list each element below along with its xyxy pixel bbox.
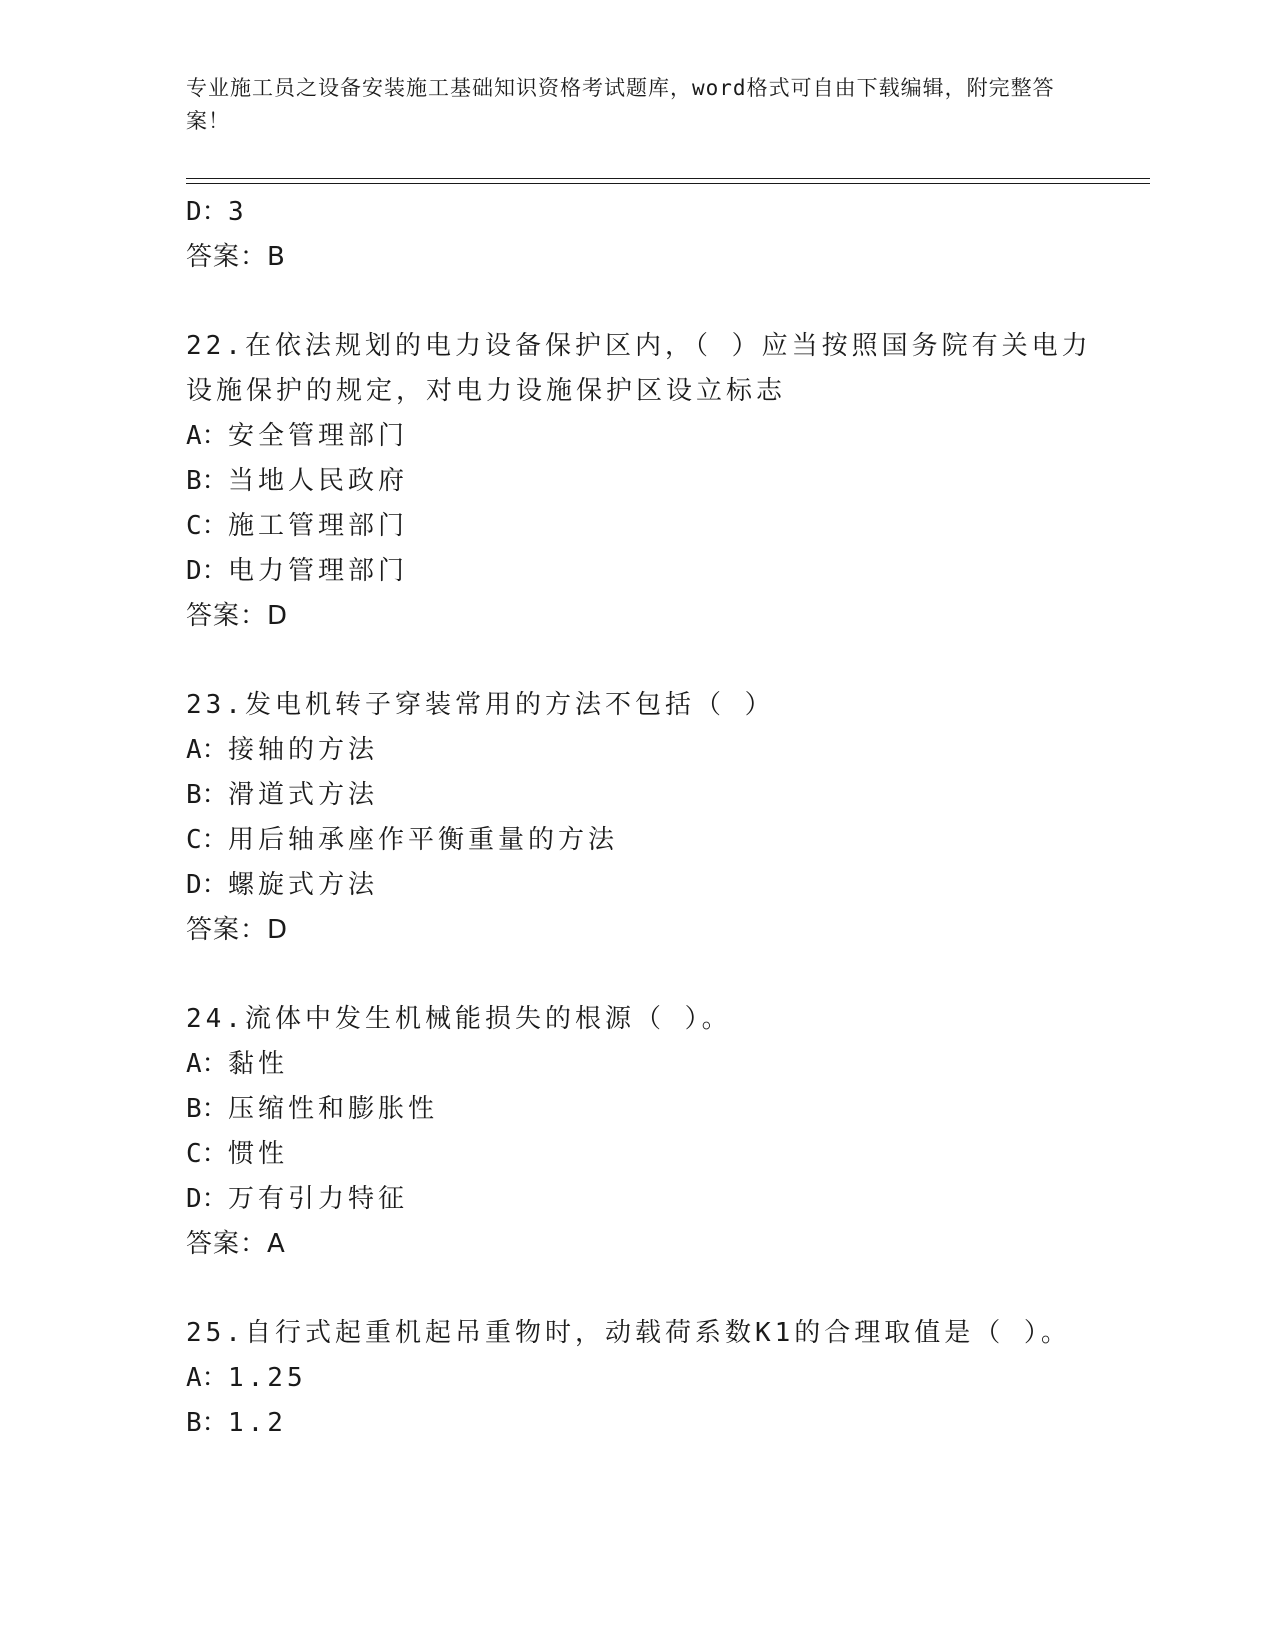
option-line bbox=[186, 863, 1146, 908]
option-line bbox=[186, 728, 1146, 773]
option-text: 万有引力特征 bbox=[228, 1184, 409, 1214]
question-block bbox=[186, 683, 1146, 953]
header-rule-bottom bbox=[186, 183, 1150, 184]
option-line bbox=[186, 549, 1146, 594]
option-text: 用后轴承座作平衡重量的方法 bbox=[228, 825, 619, 855]
option-line bbox=[186, 1132, 1146, 1177]
option-key: D： bbox=[186, 870, 228, 900]
answer-line: 答案：B bbox=[186, 242, 286, 272]
option-text: 电力管理部门 bbox=[228, 556, 409, 586]
option-key: C： bbox=[186, 825, 228, 855]
option-text: 黏性 bbox=[228, 1049, 289, 1079]
option-key: D： bbox=[186, 197, 228, 227]
question-list bbox=[186, 190, 1146, 1446]
question-block bbox=[186, 997, 1146, 1267]
question-stem-continued: 设施保护的规定，对电力设施保护区设立标志 bbox=[186, 376, 787, 406]
option-line bbox=[186, 818, 1146, 863]
option-key: B： bbox=[186, 1094, 228, 1124]
option-text: 3 bbox=[228, 197, 248, 227]
option-text: 螺旋式方法 bbox=[228, 870, 379, 900]
option-key: D： bbox=[186, 1184, 228, 1214]
option-key: A： bbox=[186, 421, 228, 451]
question-stem: 24.流体中发生机械能损失的根源（ ）。 bbox=[186, 1004, 732, 1034]
option-text: 施工管理部门 bbox=[228, 511, 409, 541]
option-key: D： bbox=[186, 556, 228, 586]
option-key: B： bbox=[186, 1408, 228, 1438]
option-text: 1.25 bbox=[228, 1363, 307, 1393]
question-stem: 25.自行式起重机起吊重物时，动载荷系数K1的合理取值是（ ）。 bbox=[186, 1318, 1071, 1348]
option-key: A： bbox=[186, 735, 228, 765]
header-rule-top bbox=[186, 178, 1150, 179]
option-line bbox=[186, 1042, 1146, 1087]
option-line bbox=[186, 773, 1146, 818]
answer-line: 答案：D bbox=[186, 601, 289, 631]
question-stem: 23.发电机转子穿装常用的方法不包括（ ） bbox=[186, 690, 775, 720]
option-key: B： bbox=[186, 780, 228, 810]
option-text: 1.2 bbox=[228, 1408, 287, 1438]
option-line bbox=[186, 1177, 1146, 1222]
option-line bbox=[186, 459, 1146, 504]
option-key: A： bbox=[186, 1363, 228, 1393]
option-text: 当地人民政府 bbox=[228, 466, 409, 496]
option-line bbox=[186, 1356, 1146, 1401]
answer-line: 答案：D bbox=[186, 915, 289, 945]
option-line bbox=[186, 414, 1146, 459]
option-text: 滑道式方法 bbox=[228, 780, 379, 810]
option-text: 接轴的方法 bbox=[228, 735, 379, 765]
option-text: 压缩性和膨胀性 bbox=[228, 1094, 439, 1124]
option-key: C： bbox=[186, 511, 228, 541]
question-block bbox=[186, 1311, 1146, 1446]
page-header: 专业施工员之设备安装施工基础知识资格考试题库，word格式可自由下载编辑，附完整答案！ bbox=[186, 76, 1055, 133]
answer-line: 答案：A bbox=[186, 1229, 286, 1259]
option-text: 惯性 bbox=[228, 1139, 289, 1169]
question-block bbox=[186, 324, 1146, 639]
option-text: 安全管理部门 bbox=[228, 421, 409, 451]
option-line bbox=[186, 1087, 1146, 1132]
question-stem: 22.在依法规划的电力设备保护区内，（ ）应当按照国务院有关电力 bbox=[186, 331, 1092, 361]
option-key: C： bbox=[186, 1139, 228, 1169]
option-key: A： bbox=[186, 1049, 228, 1079]
option-key: B： bbox=[186, 466, 228, 496]
option-line bbox=[186, 504, 1146, 549]
option-line bbox=[186, 1401, 1146, 1446]
option-line bbox=[186, 190, 1146, 235]
